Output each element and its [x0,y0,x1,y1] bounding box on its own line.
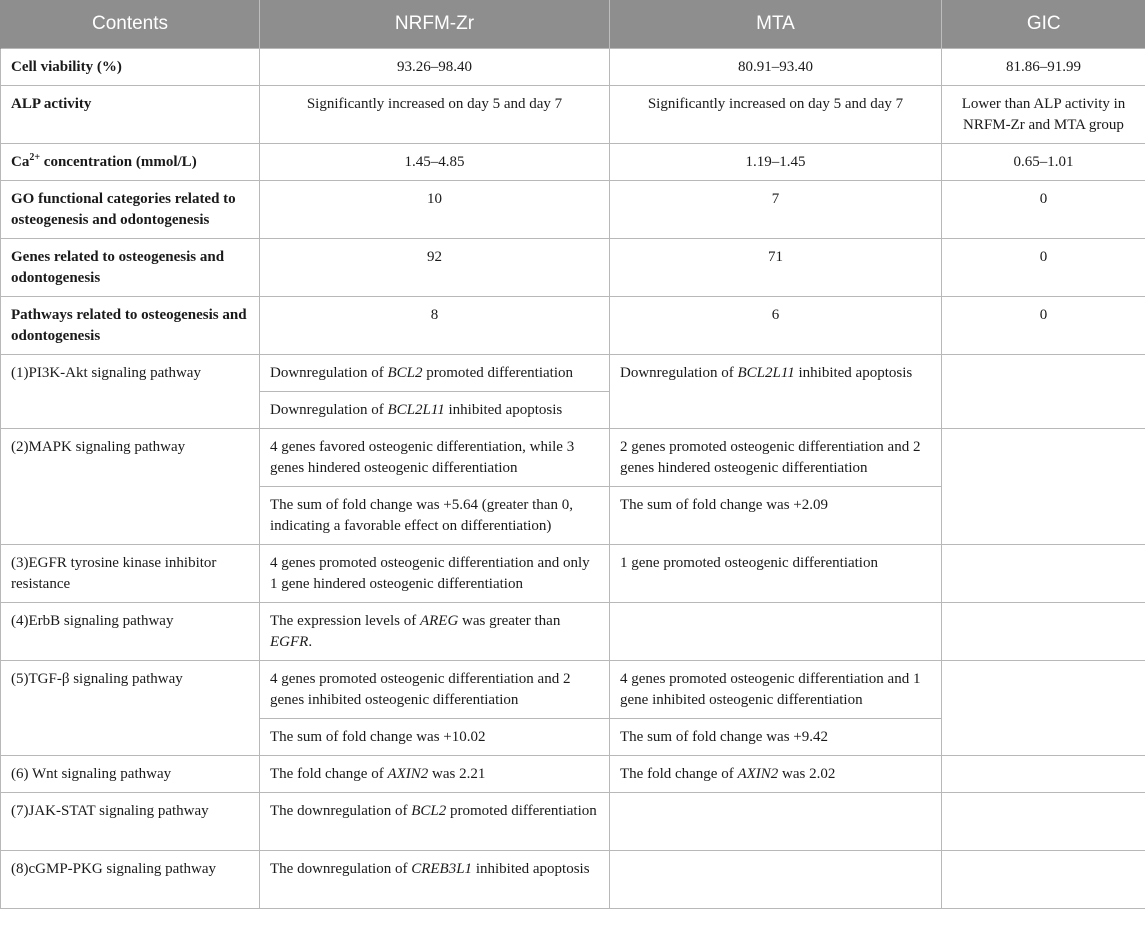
header-mta: MTA [610,0,942,49]
cell-gic [942,545,1145,603]
row-label: (1)PI3K-Akt signaling pathway [1,355,260,429]
cell-nrfm: 4 genes promoted osteogenic differentiation and 2 genes inhibited osteogenic differentiation [260,661,610,719]
table-row [1,851,1145,909]
row-label: Cell viability (%) [1,49,260,86]
header-row [1,0,1145,49]
row-label: Genes related to osteogenesis and odontogenesis [1,239,260,297]
table-row [1,545,1145,603]
table-row [1,86,1145,144]
cell-mta: The sum of fold change was +2.09 [610,487,942,545]
row-label: (8)cGMP-PKG signaling pathway [1,851,260,909]
cell-mta [610,851,942,909]
cell-gic [942,756,1145,793]
cell-gic [942,661,1145,756]
row-label: Pathways related to osteogenesis and odontogenesis [1,297,260,355]
cell-gic: Lower than ALP activity in NRFM-Zr and MTA group [942,86,1145,144]
table-row [1,49,1145,86]
cell-gic: 0.65–1.01 [942,144,1145,181]
row-label: (3)EGFR tyrosine kinase inhibitor resistance [1,545,260,603]
row-label: (7)JAK-STAT signaling pathway [1,793,260,851]
cell-mta: 4 genes promoted osteogenic differentiation and 1 gene inhibited osteogenic differentiation [610,661,942,719]
cell-nrfm: The sum of fold change was +10.02 [260,719,610,756]
cell-gic [942,429,1145,545]
cell-nrfm: 93.26–98.40 [260,49,610,86]
table-row [1,181,1145,239]
cell-gic [942,851,1145,909]
row-label: (4)ErbB signaling pathway [1,603,260,661]
cell-nrfm: Downregulation of BCL2L11 inhibited apoptosis [260,392,610,429]
cell-mta: 1 gene promoted osteogenic differentiation [610,545,942,603]
cell-mta: 7 [610,181,942,239]
cell-mta: The fold change of AXIN2 was 2.02 [610,756,942,793]
cell-mta: 6 [610,297,942,355]
table-row [1,144,1145,181]
cell-gic [942,603,1145,661]
cell-nrfm: 1.45–4.85 [260,144,610,181]
cell-nrfm: 8 [260,297,610,355]
table-row [1,429,1145,487]
cell-gic [942,355,1145,429]
cell-gic: 0 [942,239,1145,297]
row-label: ALP activity [1,86,260,144]
table-row [1,661,1145,719]
table-row [1,239,1145,297]
cell-nrfm: Downregulation of BCL2 promoted differentiation [260,355,610,392]
cell-mta [610,603,942,661]
cell-mta: 71 [610,239,942,297]
row-label: (6) Wnt signaling pathway [1,756,260,793]
table-row [1,297,1145,355]
cell-mta: 1.19–1.45 [610,144,942,181]
cell-nrfm: The downregulation of BCL2 promoted differentiation [260,793,610,851]
header-nrfm-zr: NRFM-Zr [260,0,610,49]
cell-nrfm: The downregulation of CREB3L1 inhibited apoptosis [260,851,610,909]
cell-nrfm: The sum of fold change was +5.64 (greater than 0, indicating a favorable effect on differentiation) [260,487,610,545]
table-row [1,603,1145,661]
cell-mta [610,793,942,851]
row-label: GO functional categories related to osteogenesis and odontogenesis [1,181,260,239]
table-row [1,355,1145,392]
cell-gic: 0 [942,297,1145,355]
cell-gic [942,793,1145,851]
cell-nrfm: 4 genes favored osteogenic differentiation, while 3 genes hindered osteogenic differentiation [260,429,610,487]
cell-mta: 2 genes promoted osteogenic differentiation and 2 genes hindered osteogenic differentiation [610,429,942,487]
cell-nrfm: The fold change of AXIN2 was 2.21 [260,756,610,793]
row-label: $Ca^{2+}$ concentration (mmol/L) [1,144,260,181]
cell-gic: 0 [942,181,1145,239]
table-row [1,756,1145,793]
cell-mta: Significantly increased on day 5 and day 7 [610,86,942,144]
header-gic: GIC [942,0,1145,49]
row-label: (5)TGF-β signaling pathway [1,661,260,756]
cell-nrfm: 4 genes promoted osteogenic differentiation and only 1 gene hindered osteogenic differentiation [260,545,610,603]
cell-mta: The sum of fold change was +9.42 [610,719,942,756]
cell-nrfm: 10 [260,181,610,239]
header-contents: Contents [1,0,260,49]
cell-mta: Downregulation of BCL2L11 inhibited apoptosis [610,355,942,429]
cell-nrfm: 92 [260,239,610,297]
cell-nrfm: The expression levels of AREG was greater than EGFR. [260,603,610,661]
cell-gic: 81.86–91.99 [942,49,1145,86]
cell-mta: 80.91–93.40 [610,49,942,86]
cell-nrfm: Significantly increased on day 5 and day 7 [260,86,610,144]
row-label: (2)MAPK signaling pathway [1,429,260,545]
table-row [1,793,1145,851]
